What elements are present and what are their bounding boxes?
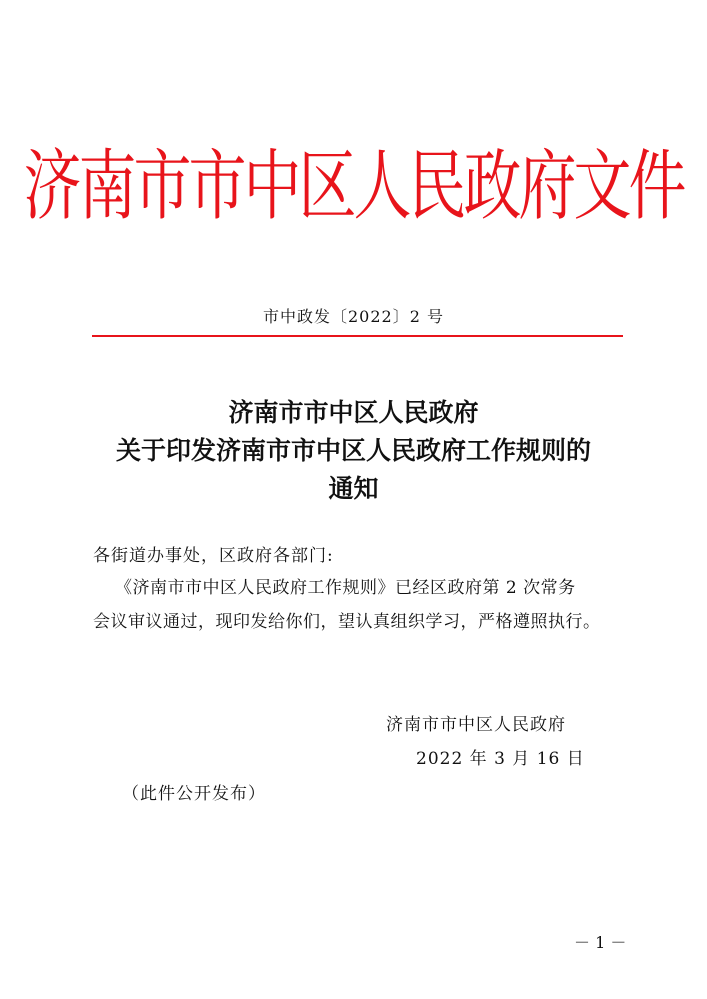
document-masthead: 济南市市中区人民政府文件	[23, 141, 684, 232]
addressee: 各街道办事处，区政府各部门:	[93, 546, 334, 566]
document-title	[0, 394, 707, 508]
title-line-1: 济南市市中区人民政府	[228, 398, 479, 427]
issuer-signature: 济南市市中区人民政府	[386, 715, 566, 735]
document-number: 市中政发〔2022〕2 号	[263, 307, 444, 326]
page-number: － 1 －	[574, 933, 627, 952]
red-divider-line	[92, 335, 623, 337]
issue-date: 2022 年 3 月 16 日	[416, 749, 585, 769]
body-line-1: 《济南市市中区人民政府工作规则》已经区政府第 2 次常务	[115, 578, 576, 598]
title-line-2: 关于印发济南市市中区人民政府工作规则的	[115, 436, 591, 465]
body-paragraph	[93, 571, 623, 639]
public-release-note: （此件公开发布）	[122, 784, 266, 804]
title-line-3: 通知	[328, 474, 379, 503]
body-line-2: 会议审议通过，现印发给你们，望认真组织学习，严格遵照执行。	[93, 612, 601, 632]
